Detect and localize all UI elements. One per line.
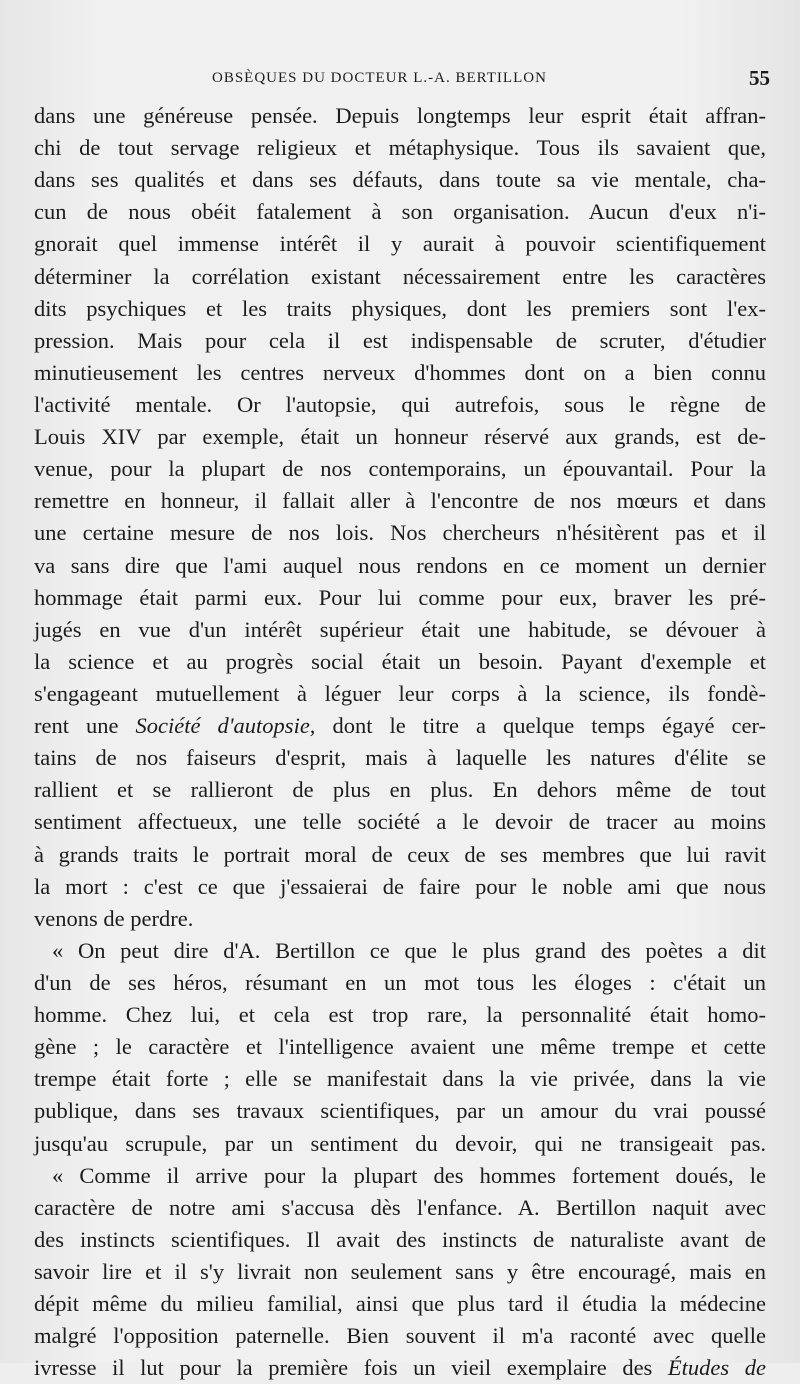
text-line: gène ; le caractère et l'intelligence avaient une même trempe et cette xyxy=(34,1034,766,1060)
text-line: tains de nos faiseurs d'esprit, mais à laquelle les natures d'élite se xyxy=(34,745,766,771)
text-line: déterminer la corrélation existant nécessairement entre les caractères xyxy=(34,263,766,289)
text-line: la mort : c'est ce que j'essaierai de faire pour le noble ami que nous xyxy=(34,873,766,899)
text-line: dits psychiques et les traits physiques, dont les premiers sont l'ex- xyxy=(34,295,766,321)
text-line: l'activité mentale. Or l'autopsie, qui autrefois, sous le règne de xyxy=(34,391,766,417)
text-line: des instincts scientifiques. Il avait des instincts de naturaliste avant de xyxy=(34,1226,766,1252)
text-line: rallient et se rallieront de plus en plus. En dehors même de tout xyxy=(34,777,766,803)
running-title: OBSÈQUES DU DOCTEUR L.-A. BERTILLON xyxy=(212,70,547,86)
text-line: à grands traits le portrait moral de ceux de ses membres que lui ravit xyxy=(34,841,766,867)
text-line: d'un de ses héros, résumant en un mot tous les éloges : c'était un xyxy=(34,969,766,995)
paragraph-end-line: venons de perdre. xyxy=(34,905,194,931)
paragraph-start-line: « Comme il arrive pour la plupart des hommes fortement doués, le xyxy=(52,1162,766,1188)
text-line: savoir lire et il s'y livrait non seulement sans y être encouragé, mais en xyxy=(34,1258,766,1284)
text-line: minutieusement les centres nerveux d'hommes dont on a bien connu xyxy=(34,359,766,385)
text-line: une certaine mesure de nos lois. Nos chercheurs n'hésitèrent pas et il xyxy=(34,520,766,546)
text-line: chi de tout servage religieux et métaphysique. Tous ils savaient que, xyxy=(34,135,766,161)
text-line: va sans dire que l'ami auquel nous rendons en ce moment un dernier xyxy=(34,552,766,578)
text-line: dans une généreuse pensée. Depuis longtemps leur esprit était affran- xyxy=(34,103,766,128)
text-line: hommage était parmi eux. Pour lui comme pour eux, braver les pré- xyxy=(34,584,766,610)
text-line: caractère de notre ami s'accusa dès l'enfance. A. Bertillon naquit avec xyxy=(34,1194,766,1220)
body-text xyxy=(34,100,766,1384)
text-line: gnorait quel immense intérêt il y aurait à pouvoir scientifiquement xyxy=(34,231,766,257)
text-line: remettre en honneur, il fallait aller à l'encontre de nos mœurs et dans xyxy=(34,488,766,514)
text-line: pression. Mais pour cela il est indispensable de scruter, d'étudier xyxy=(34,327,766,353)
text-line: dépit même du milieu familial, ainsi que plus tard il étudia la médecine xyxy=(34,1291,766,1317)
text-line: Louis XIV par exemple, était un honneur réservé aux grands, est de- xyxy=(34,424,766,450)
paragraph-start-line: « On peut dire d'A. Bertillon ce que le plus grand des poètes a dit xyxy=(52,937,766,963)
text-fragment: dont le titre a quelque temps égayé cer- xyxy=(315,713,766,739)
text-fragment: ivresse il lut pour la première fois un vieil exemplaire des xyxy=(34,1355,668,1381)
text-line: dans ses qualités et dans ses défauts, dans toute sa vie mentale, cha- xyxy=(34,167,766,193)
running-head xyxy=(34,62,770,92)
italic-title: Études de xyxy=(667,1355,766,1381)
text-fragment: rent une xyxy=(34,713,136,739)
text-line: venue, pour la plupart de nos contemporains, un épouvantail. Pour la xyxy=(34,456,766,482)
page-number: 55 xyxy=(749,66,770,90)
text-line: jugés en vue d'un intérêt supérieur était une habitude, se dévouer à xyxy=(34,616,766,642)
text-line: homme. Chez lui, et cela est trop rare, la personnalité était homo- xyxy=(34,1002,766,1028)
text-line-italic xyxy=(34,1352,766,1384)
text-line: la science et au progrès social était un besoin. Payant d'exemple et xyxy=(34,648,766,674)
text-line: cun de nous obéit fatalement à son organisation. Aucun d'eux n'i- xyxy=(34,199,766,225)
text-line: sentiment affectueux, une telle société a le devoir de tracer au moins xyxy=(34,809,766,835)
text-line: jusqu'au scrupule, par un sentiment du devoir, qui ne transigeait pas. xyxy=(34,1130,766,1156)
text-line: malgré l'opposition paternelle. Bien souvent il m'a raconté avec quelle xyxy=(34,1323,766,1349)
text-line: publique, dans ses travaux scientifiques, par un amour du vrai poussé xyxy=(34,1098,766,1124)
text-line: trempe était forte ; elle se manifestait dans la vie privée, dans la vie xyxy=(34,1066,766,1092)
text-line: s'engageant mutuellement à léguer leur corps à la science, ils fondè- xyxy=(34,680,766,706)
italic-title: Société d'autopsie, xyxy=(135,713,316,739)
text-line-italic xyxy=(34,710,766,742)
